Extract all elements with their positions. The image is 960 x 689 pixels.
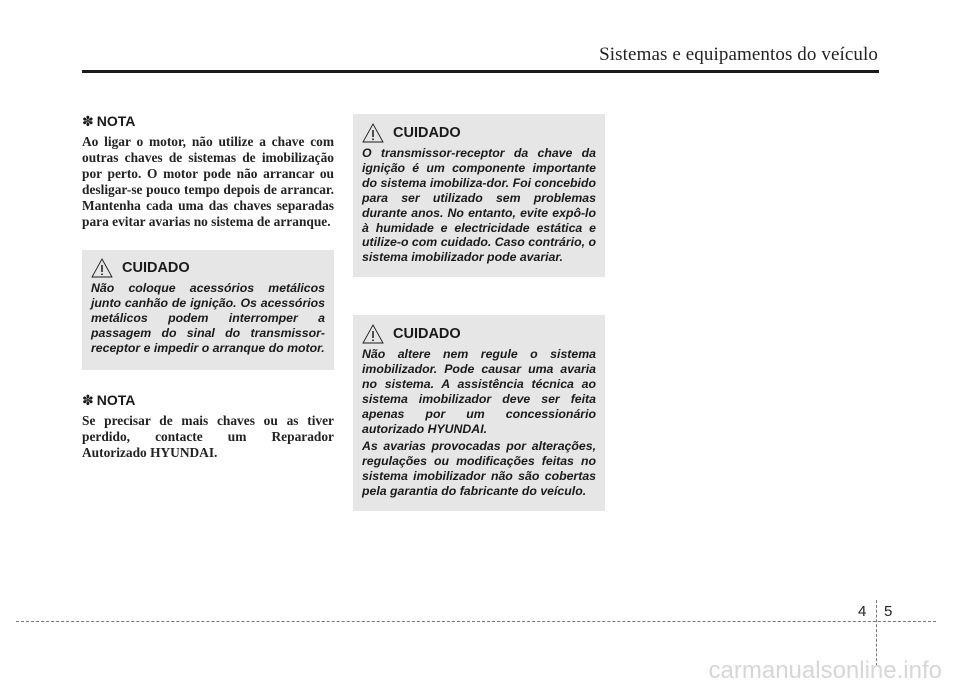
header-divider <box>82 70 879 73</box>
warning-triangle-icon <box>362 123 384 143</box>
note-heading <box>82 392 135 409</box>
caution-title: CUIDADO <box>122 260 190 276</box>
caution-box <box>353 315 605 511</box>
chapter-number: 4 <box>858 603 867 620</box>
warning-triangle-icon <box>362 324 384 344</box>
note-heading-label: NOTA <box>96 392 136 408</box>
watermark: carmanualsonline.info <box>708 657 942 684</box>
footer-divider <box>16 621 936 622</box>
caution-text: As avarias provocadas por alterações, regulações ou modificações feitas no sistema imobilizador não são cobertas pela garantia do fabricante do veículo. <box>362 439 596 499</box>
note-heading-label: NOTA <box>96 113 136 129</box>
page-number: 5 <box>884 603 893 620</box>
caution-box <box>353 114 605 277</box>
caution-title: CUIDADO <box>393 125 461 141</box>
warning-triangle-icon <box>91 258 113 278</box>
caution-text: O transmissor-receptor da chave da ignição é um componente importante do sistema imobiliza-dor. Foi concebido para ser utilizado sem problemas durante anos. No entanto, evite expô-lo à humidade e electricidade estática e utilize-o com cuidado. Caso contrário, o sistema imobilizador pode avariar. <box>362 146 596 265</box>
caution-text: Não altere nem regule o sistema imobilizador. Pode causar uma avaria no sistema. A assistência técnica ao sistema imobilizador deve ser feita apenas por um concessionário autorizado HYUNDAI. <box>362 347 596 436</box>
note-heading <box>82 113 135 130</box>
note-star-icon: ✽ <box>82 392 94 408</box>
caution-box <box>82 250 334 370</box>
caution-title: CUIDADO <box>393 326 461 342</box>
caution-text: Não coloque acessórios metálicos junto canhão de ignição. Os acessórios metálicos podem interromper a passagem do sinal do transmissor-receptor e impedir o arranque do motor. <box>91 281 325 355</box>
note-star-icon: ✽ <box>82 113 94 129</box>
note-text: Ao ligar o motor, não utilize a chave com outras chaves de sistemas de imobilização por perto. O motor pode não arrancar ou desligar-se pouco tempo depois de arrancar. Mantenha cada uma das chaves separadas para evitar avarias no sistema de arranque. <box>82 134 334 229</box>
note-text: Se precisar de mais chaves ou as tiver perdido, contacte um Reparador Autorizado HYUNDAI. <box>82 413 334 460</box>
section-title: Sistemas e equipamentos do veículo <box>599 44 878 65</box>
